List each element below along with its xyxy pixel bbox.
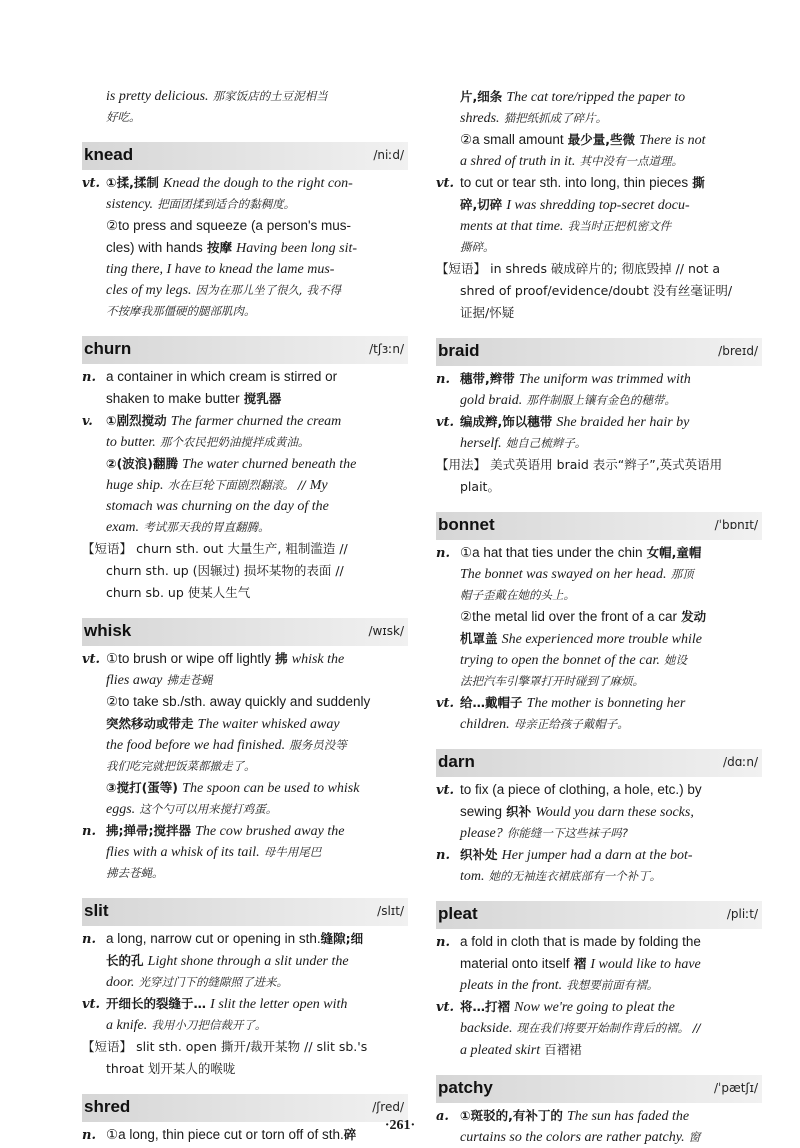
phonetic: /ˈbɒnɪt/	[714, 518, 758, 532]
phonetic: /niːd/	[373, 148, 404, 162]
entry-shred: shred /ʃred/ n. ①a long, thin piece cut or torn off of sth.碎	[82, 1094, 408, 1146]
phonetic: /wɪsk/	[368, 624, 404, 638]
entry-header	[436, 512, 762, 540]
entry-bonnet: bonnet /ˈbɒnɪt/ n. ①a hat that ties under the chin 女帽,童帽 The bonnet was swayed on her head. 那顶 帽子歪戴在她的头上。 ②the metal lid over the front of a car 发动 机罩盖 She experienced more trouble while trying to open the bonnet of the car. 她设 法把汽车引擎罩打开时碰到了麻烦。 vt. 给…戴帽子 The mother is bonneting her children. 母亲正给孩子戴帽子。	[436, 512, 762, 735]
phonetic: /ʃred/	[372, 1100, 404, 1114]
entry-knead: knead /niːd/ vt. ①揉,揉制 Knead the dough to the right con- sistency. 把面团揉到适合的黏稠度。 ②to press and squeeze (a person's mus- cles) with hands 按摩 Having been long sit- ting there, I have to knead the lame mus- cles of my legs. 因为在那儿坐了很久, 我不得 不按摩我那僵硬的腿部肌肉。	[82, 142, 408, 322]
entry-header	[436, 749, 762, 777]
headword: bonnet	[438, 515, 495, 534]
headword: shred	[84, 1097, 131, 1116]
headword: churn	[84, 339, 132, 358]
phonetic: /slɪt/	[377, 904, 404, 918]
headword: slit	[84, 901, 109, 920]
entry-header	[82, 618, 408, 646]
entry-header	[436, 901, 762, 929]
lead-text: is pretty delicious. 那家饭店的土豆泥相当 好吃。	[106, 89, 328, 124]
phonetic: /ˈpætʃɪ/	[714, 1081, 758, 1095]
phonetic: /breɪd/	[718, 344, 758, 358]
entry-darn: darn /dɑːn/ vt. to fix (a piece of clothing, a hole, etc.) by sewing 织补 Would you darn these socks, please? 你能缝一下这些袜子吗? n. 织补处 Her jumper had a darn at the bot- tom. 她的无袖连衣裙底部有一个补丁。	[436, 749, 762, 887]
entry-slit: slit /slɪt/ n. a long, narrow cut or opening in sth.缝隙;细 长的孔 Light shone through a slit under the door. 光穿过门下的缝隙照了进来。 vt. 开细长的裂缝于… I slit the letter open with a knife. 我用小刀把信裁开了。 【短语】 slit sth. open 撕开/裁开某物 // slit sb.'s throat 划开某人的喉咙	[82, 898, 408, 1080]
entry-header	[436, 1075, 762, 1103]
entry-whisk: whisk /wɪsk/ vt. ①to brush or wipe off lightly 拂 whisk the flies away 拂走苍蝇 ②to take sb./sth. away quickly and suddenly 突然移动或带走 The waiter whisked away the food before we had finished. 服务员没等 我们吃完就把饭菜都撤走了。 ③搅打(蛋等) The spoon can be used to whisk eggs. 这个勺可以用来搅打鸡蛋。 n. 拂;掸帚;搅拌器 The cow brushed away the flies with a whisk of its tail. 母牛用尾巴 拂去苍蝇。	[82, 618, 408, 884]
page-number: ·261·	[384, 1118, 416, 1133]
entry-header	[82, 142, 408, 170]
entry-pleat: pleat /pliːt/ n. a fold in cloth that is made by folding the material onto itself 褶 I would like to have pleats in the front. 我想要前面有褶。 vt. 将…打褶 Now we're going to pleat the backside. 现在我们将要开始制作背后的褶。 // a pleated skirt 百褶裙	[436, 901, 762, 1061]
phonetic: /pliːt/	[726, 907, 758, 921]
phonetic: /dɑːn/	[723, 755, 758, 769]
entry-patchy: patchy /ˈpætʃɪ/ a. ①斑驳的,有补丁的 The sun has faded the curtains so the colors are rather patchy. 窗	[436, 1075, 762, 1148]
entry-header	[436, 338, 762, 366]
headword: darn	[438, 752, 475, 771]
right-column	[436, 86, 762, 1148]
left-column	[82, 86, 408, 1146]
headword: braid	[438, 341, 480, 360]
entry-churn: churn /tʃɜːn/ n. a container in which cream is stirred or shaken to make butter 搅乳器 v. ①剧烈搅动 The farmer churned the cream to butter. 那个农民把奶油搅拌成黄油。 ②(波浪)翻腾 The water churned beneath the huge ship. 水在巨轮下面剧烈翻滚。 // My stomach was churning on the day of the exam. 考试那天我的胃直翻腾。 【短语】 churn sth. out 大量生产, 粗制滥造 // churn sth. up (因辗过) 损坏某物的表面 // churn sb. up 使某人生气	[82, 336, 408, 604]
headword: patchy	[438, 1078, 493, 1097]
headword: whisk	[84, 621, 132, 640]
phonetic: /tʃɜːn/	[369, 342, 404, 356]
entry-header	[82, 898, 408, 926]
headword: pleat	[438, 904, 478, 923]
entry-braid: braid /breɪd/ n. 穗带,辫带 The uniform was trimmed with gold braid. 那件制服上镶有金色的穗带。 vt. 编成辫,饰以穗带 She braided her hair by herself. 她自己梳辫子。 【用法】 美式英语用 braid 表示“辫子”,英式英语用 plait。	[436, 338, 762, 498]
entry-shred-continued: 片,细条 The cat tore/ripped the paper to shreds. 猫把纸抓成了碎片。 ②a small amount 最少量,些微 There is not a shred of truth in it. 其中没有一点道理。 vt. to cut or tear sth. into long, thin pieces 撕 碎,切碎 I was shredding top-secret docu- ments at that time. 我当时正把机密文件 撕碎。 【短语】 in shreds 破成碎片的; 彻底毁掉 // not a shred of proof/evidence/doubt 没有丝毫证明/ 证据/怀疑	[436, 89, 733, 320]
entry-header	[82, 336, 408, 364]
headword: knead	[84, 145, 134, 164]
